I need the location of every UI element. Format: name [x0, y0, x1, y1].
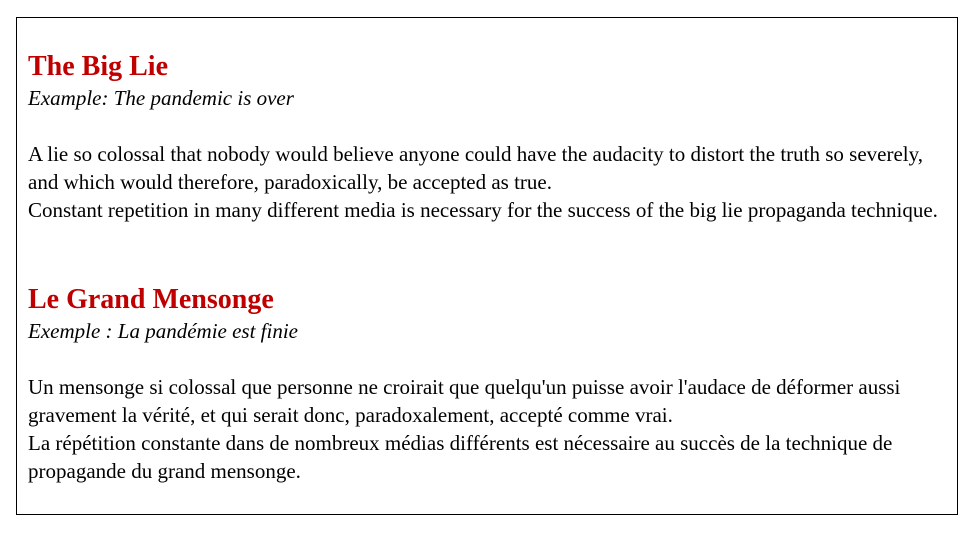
section-title: Le Grand Mensonge	[28, 284, 274, 315]
section-paragraph: La répétition constante dans de nombreux médias différents est nécessaire au succès de la technique de propagande du grand mensonge.	[28, 431, 893, 483]
section-paragraph: Constant repetition in many different media is necessary for the success of the big lie propaganda technique.	[28, 198, 938, 222]
section-example: Example: The pandemic is over	[28, 86, 294, 110]
section-french	[28, 283, 958, 485]
section-paragraph: A lie so colossal that nobody would believe anyone could have the audacity to distort the truth so severely, and which would therefore, paradoxically, be accepted as true.	[28, 142, 924, 194]
section-english	[28, 50, 958, 224]
section-title: The Big Lie	[28, 51, 169, 82]
section-paragraph: Un mensonge si colossal que personne ne croirait que quelqu'un puisse avoir l'audace de déformer aussi gravement la vérité, et qui serait donc, paradoxalement, accepté comme vrai.	[28, 375, 901, 427]
section-example: Exemple : La pandémie est finie	[28, 319, 299, 343]
